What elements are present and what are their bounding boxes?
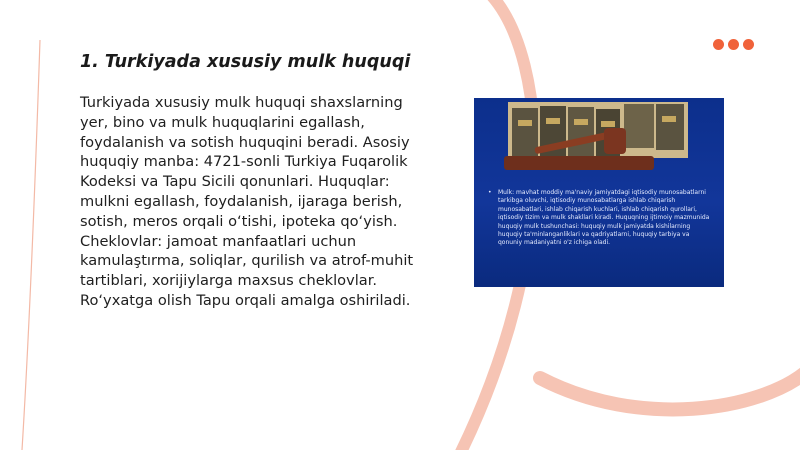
- law-books-image: [474, 98, 724, 287]
- book: [656, 104, 684, 150]
- book-label: [662, 116, 676, 122]
- dot: [713, 39, 724, 50]
- menu-dots: [713, 39, 754, 50]
- caption-text: Mulk: mavhat moddiy ma'naviy jamiyatdagi iqtisodiy munosabatlarni tarkibga oluvchi, iqtisodiy munosabatlarga ishlab chiqarish munosabatlari, ishlab chiqarish kuchlari, ishlab chiqarish qurollari, iqtisodiy tizim va mulk shakllari kiradi. Huquqning ijtimoiy mazmunida huquqiy mulk tushunchasi: huquqiy mulk jamiyatda kishilarning huquqiy ta'minlanganliklari va qadriyatlarni, huquqiy tarbiya va qonuniy madaniyatni o'z ichiga oladi.: [498, 189, 710, 247]
- book-label: [518, 120, 532, 126]
- book: [568, 107, 594, 156]
- gavel-head: [604, 128, 626, 154]
- decorative-line: [22, 40, 40, 450]
- book-label: [574, 119, 588, 125]
- slide-title: 1. Turkiyada xususiy mulk huquqi: [80, 52, 411, 72]
- book-label: [601, 121, 615, 127]
- decorative-arc: [540, 372, 800, 409]
- image-caption: [488, 189, 712, 248]
- slide-body-text: Turkiyada xususiy mulk huquqi shaxslarning yer, bino va mulk huquqlarini egallash, foydalanish va sotish huquqini beradi. Asosiy huquqiy manba: 4721-sonli Turkiya Fuqarolik Kodeksi va Tapu Sicili qonunlari. Huquqlar: mulkni egallash, foydalanish, ijaraga berish, sotish, meros orqali o‘tishi, ipoteka qo‘yish. Cheklovlar: jamoat manfaatlari uchun kamulaştırma, soliqlar, qurilish va atrof-muhit tartiblari, xorijiylarga maxsus cheklovlar. Ro‘yxatga olish Tapu orqali amalga oshiriladi.: [80, 94, 414, 309]
- caption-bullet: •: [488, 189, 492, 196]
- book: [624, 104, 654, 148]
- gavel-base: [504, 156, 654, 170]
- book: [512, 108, 538, 156]
- dot: [728, 39, 739, 50]
- dot: [743, 39, 754, 50]
- book-label: [546, 118, 560, 124]
